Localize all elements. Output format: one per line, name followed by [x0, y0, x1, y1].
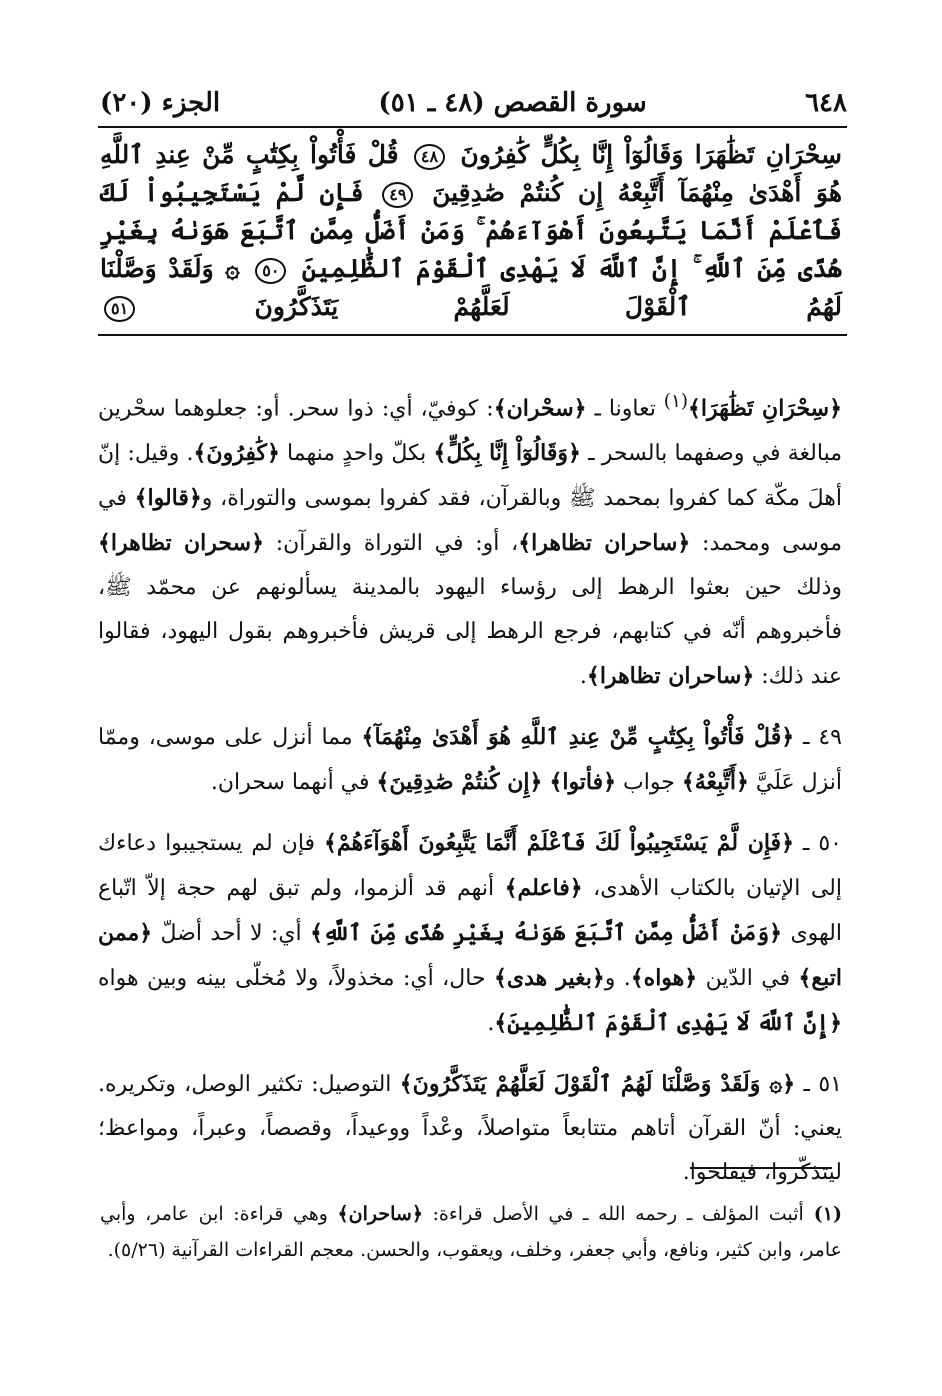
quote: ﴿سحْران﴾	[493, 395, 587, 422]
verse-49-text: قُلْ فَأْتُواْ بِكِتَٰبٍ مِّنْ عِندِ ٱللَّهِ هُوَ أَهْدَىٰ مِنْهُمَآ أَتَّبِعْهُ إِن كُنتُمْ صَٰدِقِينَ	[100, 140, 842, 207]
text: أنهم قد ألزموا، ولم تبق لهم حجة إلاّ اتّباع الهوى	[98, 876, 842, 947]
verse-50-text: فَإِن لَّمْ يَسْتَجِيبُواْ لَكَ فَٱعْلَمْ أَنَّمَا يَتَّبِعُونَ أَهْوَآءَهُمْ ۚ وَمَنْ أَضَلُّ مِمَّنِ ٱتَّبَعَ هَوَىٰهُ بِغَيْرِ هُدًى مِّنَ ٱللَّهِ ۚ إِنَّ ٱللَّهَ لَا يَهْدِى ٱلْقَوْمَ ٱلظَّٰلِمِينَ	[100, 178, 842, 283]
quote: ﴿هواه﴾	[630, 965, 698, 992]
text: في موسى ومحمد:	[98, 486, 842, 557]
quote: ﴿ساحران تظاهرا﴾	[586, 663, 755, 690]
quote: ﴿بغير هدى﴾	[493, 965, 605, 992]
quote: ﴿ممن اتبع﴾	[98, 920, 842, 992]
verse-number: ٤٩ ـ	[794, 725, 842, 751]
text: وذلك حين بعثوا الرهط إلى رؤساء اليهود بالمدينة يسألونهم عن محمّد ﷺ، فأخبروهم أنّه في كتابهم، فرجع الرهط إلى قريش فأخبروهم بقول اليهود، فقالوا عند ذلك:	[98, 575, 842, 690]
quote: ﴿ساحران﴾	[337, 1203, 423, 1225]
text: أي: لا أحد أضلّ	[152, 921, 311, 947]
quote: ﴿كَٰفِرُونَ﴾	[193, 440, 280, 467]
quote: ﴿سحران تظاهرا﴾	[98, 530, 264, 557]
quote: ﴿أَتَّبِعْهُ﴾	[681, 769, 749, 796]
quote: ﴿قالوا﴾	[134, 485, 202, 512]
commentary	[98, 380, 842, 1211]
quote: ﴿قُلْ فَأْتُواْ بِكِتَٰبٍ مِّنْ عِندِ ٱللَّهِ هُوَ أَهْدَىٰ مِنْهُمَآ﴾	[361, 724, 795, 751]
quote: ﴿فاعلم﴾	[504, 875, 583, 902]
surah-title: سورة القصص (٤٨ ـ ٥١)	[378, 88, 647, 118]
verses-rule	[98, 334, 847, 336]
text: التوصيل: تكثير الوصل، وتكريره. يعني: أنّ القرآن أتاهم متتابعاً متواصلاً، وعْداً ووعيداً، وقصصاً، وعبراً، ومواعظ؛ ليتذكّروا، فيفلحوا.	[98, 1072, 842, 1186]
quote: ﴿ساحران تظاهرا﴾	[518, 530, 691, 557]
text: وهي قراءة: ابن عامر، وأبي عامر، وابن كثير، ونافع، وأبي جعفر، وخلف، ويعقوب، والحسن. معجم القراءات القرآنية (٥/٢٦).	[100, 1203, 842, 1261]
verse-51-text: ۞ وَلَقَدْ وَصَّلْنَا لَهُمُ ٱلْقَوْلَ لَعَلَّهُمْ يَتَذَكَّرُونَ	[100, 254, 842, 321]
text: . وقيل: إنّ أهلَ مكّة كما كفروا بمحمد ﷺ وبالقرآن، فقد كفروا بموسى والتوراة، و	[98, 441, 843, 512]
running-header	[100, 82, 847, 124]
quote: ﴿وَمَنْ أَضَلُّ مِمَّنِ ٱتَّبَعَ هَوَىٰهُ بِغَيْرِ هُدًى مِّنَ ٱللَّهِ﴾	[310, 920, 783, 947]
quote: ﴿۞ وَلَقَدْ وَصَّلْنَا لَهُمُ ٱلْقَوْلَ لَعَلَّهُمْ يَتَذَكَّرُونَ﴾	[399, 1071, 796, 1098]
quote: ﴿إِنَّ ٱللَّهَ لَا يَهْدِى ٱلْقَوْمَ ٱلظَّٰلِمِينَ﴾	[494, 1010, 842, 1037]
quran-verses	[100, 136, 842, 326]
quote: ﴿سِحْرَانِ تَظَٰهَرَا﴾	[687, 395, 842, 422]
quote: ﴿وَقَالُوٓاْ إِنَّا بِكُلٍّ﴾	[433, 440, 581, 467]
text: مما أنزل على موسى، وممّا أنزل عَلَيَّ	[98, 725, 842, 796]
ayah-marker-48: ٤٨	[414, 144, 445, 170]
text: في الدّين	[697, 966, 799, 992]
text: بكلّ واحدٍ منهما	[279, 441, 434, 467]
text: حال، أي: مخذولاً، ولا مُخلّى بينه وبين هواه	[98, 966, 494, 992]
quote: ﴿فأتوا﴾	[549, 769, 617, 796]
ayah-marker-49: ٤٩	[382, 182, 413, 208]
footnote-reference: (١)	[663, 391, 688, 412]
text: .	[487, 1011, 495, 1037]
text: في أنهما سحران.	[210, 770, 377, 796]
verse-number: ٥٠ ـ	[793, 831, 842, 857]
text: . و	[604, 966, 631, 992]
footnote-marker: (١)	[813, 1203, 842, 1225]
verse-48-text: سِحْرَانِ تَظَٰهَرَا وَقَالُوٓاْ إِنَّا بِكُلٍّ كَٰفِرُونَ	[460, 140, 842, 169]
header-rule	[98, 126, 847, 128]
quote: ﴿إِن كُنتُمْ صَٰدِقِينَ﴾	[376, 769, 543, 796]
text: جواب	[616, 770, 682, 796]
text: فإن لم يستجيبوا دعاءك إلى الإتيان بالكتاب الأهدى،	[98, 831, 843, 902]
commentary-paragraph-50	[98, 821, 842, 1046]
juz-label: الجزء (٢٠)	[100, 88, 221, 118]
text: : كوفيّ، أي: ذوا سحر. أو: جعلوهما سحْرين مبالغة في وصفهما بالسحر ـ	[98, 396, 842, 467]
page-number: ٦٤٨	[805, 88, 847, 118]
commentary-paragraph-49	[98, 715, 842, 805]
text: .	[579, 664, 587, 690]
text: ، أو: في التوراة والقرآن:	[263, 531, 519, 557]
text: تعاونا ـ	[586, 396, 664, 422]
ayah-marker-50: ٥٠	[255, 258, 286, 284]
commentary-paragraph-51	[98, 1062, 842, 1195]
ayah-marker-51: ٥١	[104, 296, 135, 322]
text: أثبت المؤلف ـ رحمه الله ـ في الأصل قراءة:	[422, 1203, 804, 1225]
footnote-rule	[690, 1167, 832, 1169]
verse-number: ٥١ ـ	[795, 1072, 842, 1098]
footnote	[100, 1196, 842, 1268]
quote: ﴿فَإِن لَّمْ يَسْتَجِيبُواْ لَكَ فَٱعْلَمْ أَنَّمَا يَتَّبِعُونَ أَهْوَآءَهُمْ﴾	[324, 830, 794, 857]
commentary-paragraph-48	[98, 380, 842, 699]
